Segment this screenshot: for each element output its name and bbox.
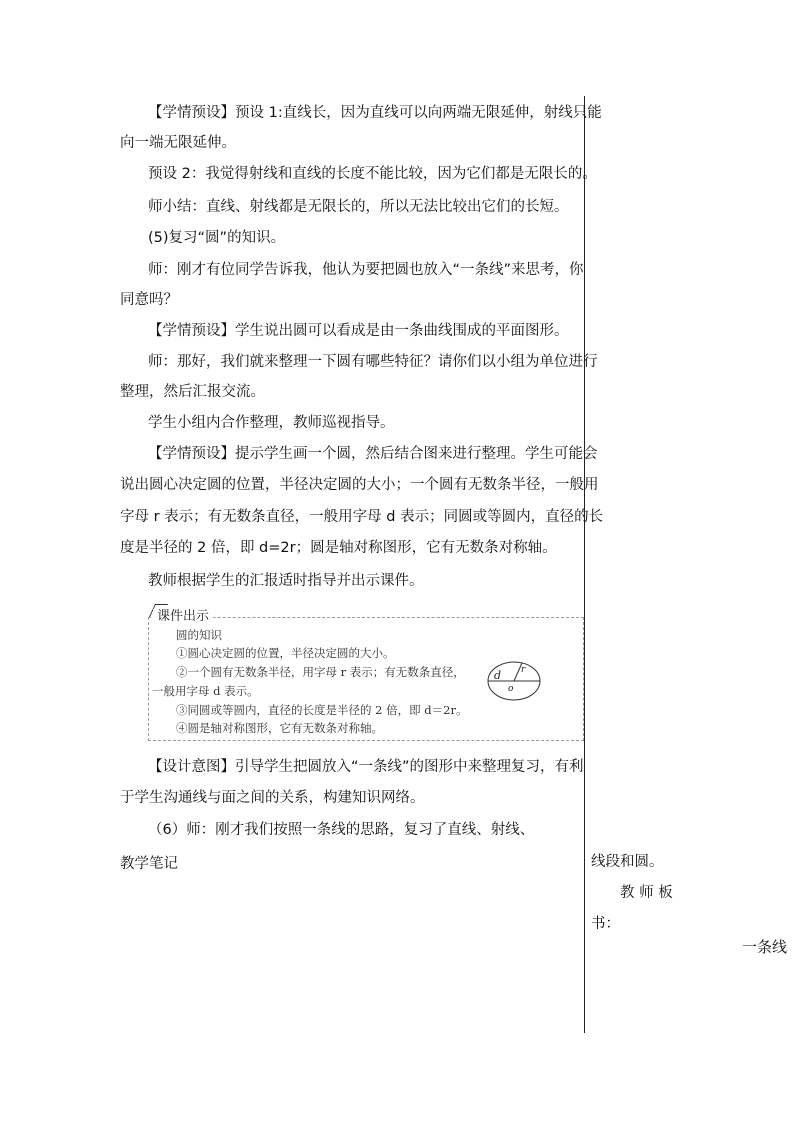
- para-7-line-2: 整理，然后汇报交流。: [120, 384, 265, 400]
- para-4: (5)复习“圆”的知识。: [148, 230, 286, 246]
- right-column-line-2: 教 师 板: [620, 885, 673, 901]
- teaching-notes-label: 教学笔记: [120, 856, 178, 872]
- para-9-line-1: 【学情预设】提示学生画一个圆，然后结合图来进行整理。学生可能会: [148, 446, 598, 462]
- para-12: （6）师：刚才我们按照一条线的思路，复习了直线、射线、: [148, 822, 535, 838]
- para-8: 学生小组内合作整理，教师巡视指导。: [148, 415, 395, 431]
- circle-label-o: o: [508, 684, 514, 694]
- para-11-line-2: 于学生沟通线与面之间的关系，构建知识网络。: [120, 790, 425, 806]
- circle-diagram: [486, 660, 542, 702]
- para-1-line-1: 【学情预设】预设 1:直线长，因为直线可以向两端无限延伸，射线只能: [148, 105, 602, 121]
- right-column-line-1: 线段和圆。: [591, 854, 664, 870]
- right-column-line-4: 一条线: [742, 938, 788, 956]
- courseware-title: 课件出示: [153, 609, 213, 625]
- para-5-line-2: 同意吗？: [120, 292, 178, 308]
- para-10: 教师根据学生的汇报适时指导并出示课件。: [148, 573, 424, 589]
- courseware-item-3: ③同圆或等圆内，直径的长度是半径的 2 倍，即 d＝2r。: [176, 703, 468, 717]
- para-11-line-1: 【设计意图】引导学生把圆放入“一条线”的图形中来整理复习，有利: [148, 759, 584, 775]
- courseware-item-1: ①圆心决定圆的位置，半径决定圆的大小。: [176, 646, 395, 660]
- para-1-line-2: 向一端无限延伸。: [120, 135, 236, 151]
- para-2: 预设 2：我觉得射线和直线的长度不能比较，因为它们都是无限长的。: [148, 166, 597, 182]
- para-9-line-4: 度是半径的 2 倍，即 d=2r；圆是轴对称图形，它有无数条对称轴。: [120, 540, 557, 556]
- circle-label-d: d: [494, 669, 502, 682]
- circle-label-r: r: [521, 665, 526, 675]
- para-6: 【学情预设】学生说出圆可以看成是由一条曲线围成的平面图形。: [148, 323, 569, 339]
- courseware-item-2-line-2: 一般用字母 d 表示。: [152, 684, 259, 698]
- courseware-item-4: ④圆是轴对称图形，它有无数条对称轴。: [176, 721, 383, 735]
- para-7-line-1: 师：那好，我们就来整理一下圆有哪些特征？请你们以小组为单位进行: [148, 354, 598, 370]
- right-column-line-3: 书：: [591, 916, 620, 932]
- para-3: 师小结：直线、射线都是无限长的，所以无法比较出它们的长短。: [148, 199, 569, 215]
- para-9-line-2: 说出圆心决定圆的位置，半径决定圆的大小；一个圆有无数条半径，一般用: [120, 477, 599, 493]
- courseware-item-2-line-1: ②一个圆有无数条半径，用字母 r 表示；有无数条直径，: [176, 665, 465, 679]
- column-divider: [584, 96, 585, 1033]
- para-5-line-1: 师：刚才有位同学告诉我，他认为要把圆也放入“一条线”来思考，你: [148, 262, 584, 278]
- courseware-heading: 圆的知识: [176, 628, 222, 642]
- para-9-line-3: 字母 r 表示；有无数条直径，一般用字母 d 表示；同圆或等圆内，直径的长: [120, 509, 604, 525]
